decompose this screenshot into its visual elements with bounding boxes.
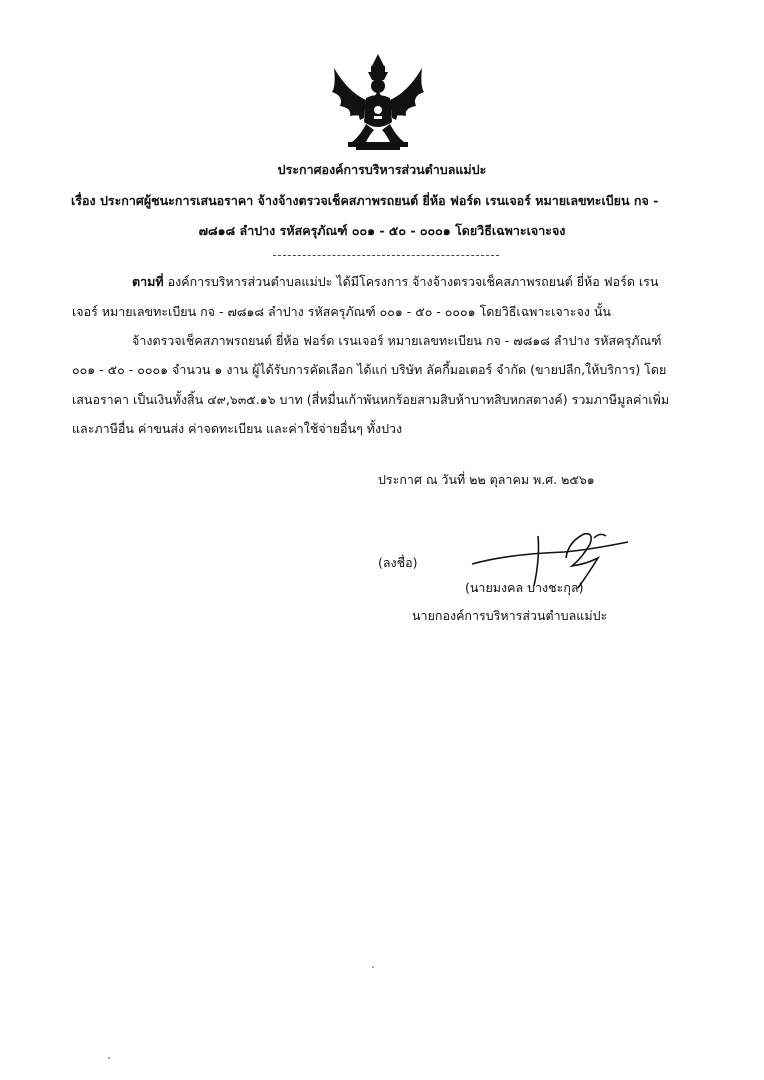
paragraph-1-lead: ตามที่ — [132, 274, 164, 289]
separator-line — [273, 255, 499, 256]
paragraph-2-line-3: เสนอราคา เป็นเงินทั้งสิ้น ๔๙,๖๓๕.๑๖ บาท (สี่หมื่นเก้าพันหกร้อยสามสิบห้าบาทสิบหกสตางค์) รวมภาษีมูลค่าเพิ่ม — [72, 392, 670, 407]
signer-name: (นายมงคล บางชะกุล) — [465, 580, 584, 595]
paragraph-2-line-4: และภาษีอื่น ค่าขนส่ง ค่าจดทะเบียน และค่าใช้จ่ายอื่นๆ ทั้งปวง — [72, 421, 403, 436]
subject-line-2: ๗๘๑๘ ลำปาง รหัสครุภัณฑ์ ๐๐๑ - ๕๐ - ๐๐๐๑ โดยวิธีเฉพาะเจาะจง — [198, 223, 566, 238]
paragraph-1-line-1-text: องค์การบริหารส่วนตำบลแม่ปะ ได้มีโครงการ จ้างจ้างตรวจเช็คสภาพรถยนต์ ยี่ห้อ ฟอร์ด เรน — [163, 274, 659, 289]
paragraph-1-line-2: เจอร์ หมายเลขทะเบียน กจ - ๗๘๑๘ ลำปาง รหัสครุภัณฑ์ ๐๐๑ - ๕๐ - ๐๐๐๑ โดยวิธีเฉพาะเจาะจง นั้น — [72, 304, 611, 319]
paragraph-2-line-2: ๐๐๑ - ๕๐ - ๐๐๐๑ จำนวน ๑ งาน ผู้ได้รับการคัดเลือก ได้แก่ บริษัท ลัคกี้มอเตอร์ จำกัด (ขายปลีก,ให้บริการ) โดย — [72, 362, 667, 377]
scan-speck — [108, 1057, 110, 1059]
subject-line-1: เรื่อง ประกาศผู้ชนะการเสนอราคา จ้างจ้างตรวจเช็คสภาพรถยนต์ ยี่ห้อ ฟอร์ด เรนเจอร์ หมายเลขทะเบียน กจ - — [71, 193, 659, 208]
garuda-emblem-icon — [326, 52, 430, 152]
paragraph-1-line-1 — [132, 274, 658, 290]
signer-title: นายกองค์การบริหารส่วนตำบลแม่ปะ — [412, 608, 608, 623]
paragraph-2-line-1: จ้างตรวจเช็คสภาพรถยนต์ ยี่ห้อ ฟอร์ด เรนเจอร์ หมายเลขทะเบียน กจ - ๗๘๑๘ ลำปาง รหัสครุภัณฑ์ — [132, 333, 662, 348]
sign-label: (ลงชื่อ) — [378, 555, 418, 570]
issuer-title: ประกาศองค์การบริหารส่วนตำบลแม่ปะ — [277, 162, 487, 177]
announcement-date: ประกาศ ณ วันที่ ๒๒ ตุลาคม พ.ศ. ๒๕๖๑ — [378, 472, 595, 487]
scan-speck — [372, 966, 374, 968]
